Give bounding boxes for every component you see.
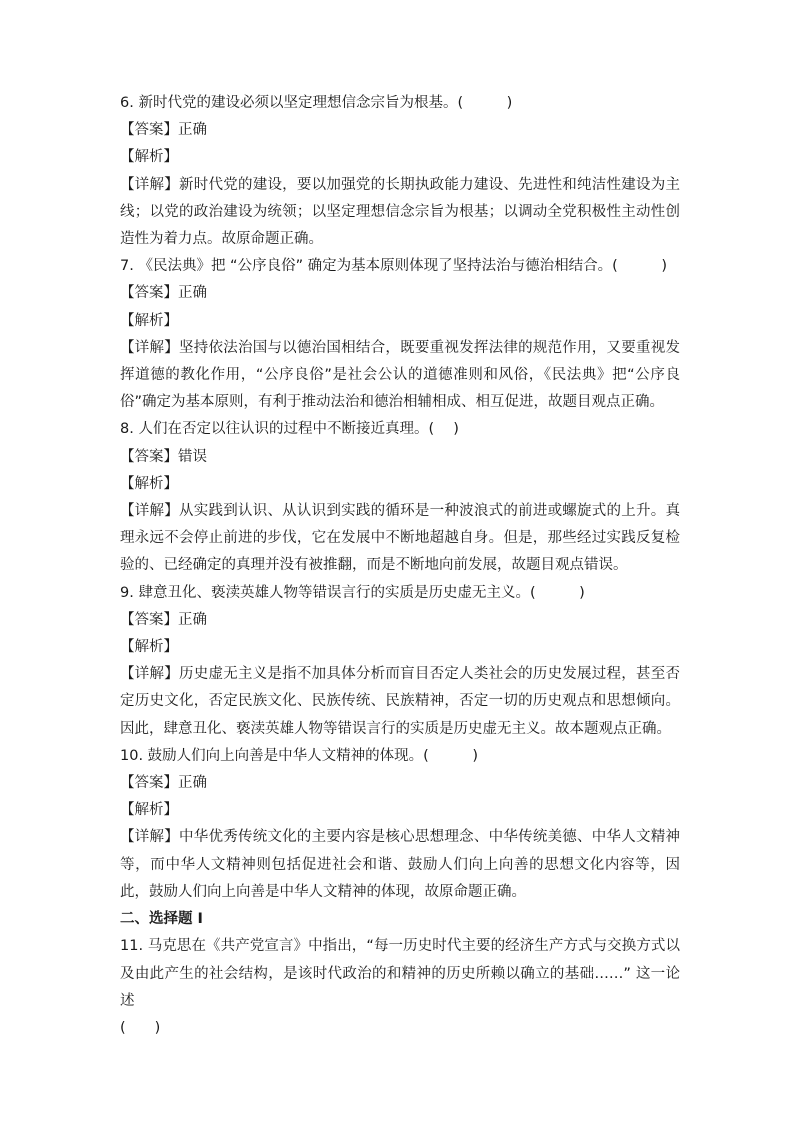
detail-tag: 【详解】	[120, 666, 179, 683]
detail-text: 坚持依法治国与以德治国相结合，既要重视发挥法律的规范作用，又要重视发挥道德的教化作用，“公序良俗”是社会公认的道德准则和风俗，《民法典》把“公序良俗”确定为基本原则，有利于推动法治和德治相辅相成、相互促进，故题目观点正确。	[120, 339, 681, 411]
analysis-8: 【解析】	[120, 475, 178, 492]
answer-value: 正确	[178, 775, 207, 792]
detail-text: 从实践到认识、从认识到实践的循环是一种波浪式的前进或螺旋式的上升。真理永远不会停止前进的步伐，它在发展中不断地超越自身。但是，那些经过实践反复检验的、已经确定的真理并没有被推翻，而是不断地向前发展，故题目观点错误。	[120, 503, 681, 574]
answer-6	[120, 117, 680, 144]
section-heading: 二、选择题 I	[120, 911, 203, 928]
detail-9	[120, 661, 680, 743]
detail-tag: 【详解】	[120, 339, 179, 356]
detail-8	[120, 498, 680, 580]
analysis-7: 【解析】	[120, 312, 178, 329]
detail-text: 历史虚无主义是指不加具体分析而盲目否定人类社会的历史发展过程，甚至否定历史文化，否定民族文化、民族传统、民族精神，否定一切的历史观点和思想倾向。因此，肆意丑化、亵渎英雄人物等错误言行的实质是历史虚无主义。故本题观点正确。	[120, 666, 681, 737]
answer-10	[120, 770, 680, 797]
analysis-10: 【解析】	[120, 802, 178, 819]
question-6: 6. 新时代党的建设必须以坚定理想信念宗旨为根基。( )	[120, 95, 513, 111]
answer-value: 正确	[178, 611, 207, 628]
detail-text: 中华优秀传统文化的主要内容是核心思想理念、中华传统美德、中华人文精神等，而中华人文精神则包括促进社会和谐、鼓励人们向上向善的思想文化内容等，因此，鼓励人们向上向善是中华人文精神的体现，故原命题正确。	[120, 829, 681, 900]
question-11: 11. 马克思在《共产党宣言》中指出，“每一历史时代主要的经济生产方式与交换方式以及由此产生的社会结构，是该时代政治的和精神的历史所赖以确立的基础……” 这一论述	[120, 938, 680, 1009]
answer-9	[120, 607, 680, 634]
question-8: 8. 人们在否定以往认识的过程中不断接近真理。( )	[120, 421, 459, 438]
answer-value: 正确	[178, 122, 207, 139]
question-7: 7. 《民法典》把 “公序良俗” 确定为基本原则体现了坚持法治与德治相结合。( )	[120, 258, 667, 275]
answer-tag: 【答案】	[120, 122, 178, 139]
answer-8	[120, 444, 680, 471]
detail-7	[120, 335, 680, 417]
detail-text: 新时代党的建设，要以加强党的长期执政能力建设、先进性和纯洁性建设为主线；以党的政治建设为统领；以坚定理想信念宗旨为根基；以调动全党积极性主动性创造性为着力点。故原命题正确。	[120, 176, 681, 248]
document-content	[120, 90, 680, 1042]
answer-value: 正确	[178, 285, 207, 302]
question-10: 10. 鼓励人们向上向善是中华人文精神的体现。( )	[120, 747, 478, 764]
question-11-paren: ( )	[120, 1019, 161, 1036]
analysis-9: 【解析】	[120, 639, 178, 656]
detail-10	[120, 824, 680, 906]
answer-value: 错误	[178, 448, 207, 465]
answer-tag: 【答案】	[120, 775, 178, 792]
answer-tag: 【答案】	[120, 448, 178, 465]
answer-tag: 【答案】	[120, 285, 178, 302]
answer-tag: 【答案】	[120, 611, 178, 628]
analysis-6: 【解析】	[120, 149, 178, 166]
question-9: 9. 肆意丑化、亵渎英雄人物等错误言行的实质是历史虚无主义。( )	[120, 584, 585, 601]
detail-tag: 【详解】	[120, 829, 179, 846]
detail-tag: 【详解】	[120, 176, 179, 193]
detail-tag: 【详解】	[120, 503, 179, 520]
detail-6	[120, 172, 680, 254]
answer-7	[120, 280, 680, 307]
